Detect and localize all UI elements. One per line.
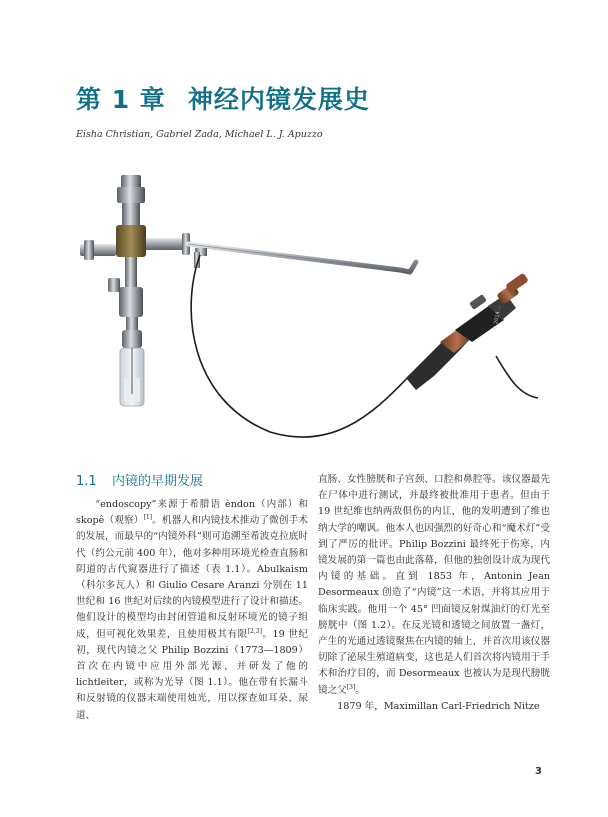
paragraph-text: 。机器人和内镜技术推动了微创手术的发展，而最早的“内镜外科”则可追溯至希波克拉底时代（约公元前 400 年），他对多种用环境光检查直肠和阴道的古代窥器进行了描述（表 1.1）。Abulkaism（科尔多瓦人）和 Giulio Cesare Aranzi 分别在 11 世纪和 16 世纪对后续的内镜模型进行了设计和描述。他们设计的模型均由封闭管道和反射环境光的镜子组成，但可视化效果差，且使用极其有限 <box>76 515 308 640</box>
paragraph-text: 直肠、女性膀胱和子宫颈、口腔和鼻腔等。该仪器最先在尸体中进行测试，并最终被批准用于患者。但由于 19 世纪维也纳两敌俱伤的内讧，他的发明遭到了维也纳大学的嘲讽。他本人也因强烈的好奇心和“魔术灯”受到了严厉的批评。Philip Bozzini 最终死于伤寒，内镜发展的第一篇也由此落幕，但他的独创设计成为现代内镜的基础。直到 1853 年，Antonin Jean Desormeaux 创造了“内镜”这一术语，并将其应用于临床实践。他用一个 45° 凹面镜反射煤油灯的灯光至膀胱中（图 1.2）。在反光镜和透镜之间放置一盏灯，产生的光通过透镜聚焦在内镜的轴上，并首次用该仪器切除了泌尿生殖道病变，这也是人们首次将内镜用于手术和治疗目的，而 Desormeaux 也被认为是现代膀胱镜之父 <box>318 474 550 696</box>
right-column <box>318 472 550 715</box>
citation: [3] <box>346 683 356 691</box>
section-title: 内镜的早期发展 <box>112 474 204 489</box>
rigid-endoscope <box>80 175 416 406</box>
body-paragraph <box>318 472 550 699</box>
citation: [1] <box>143 514 152 522</box>
chapter-number: 第 1 章 <box>76 85 166 114</box>
body-paragraph: 1879 年，Maximillan Carl-Friedrich Nitze <box>337 700 540 712</box>
paragraph-text: “endoscopy”来源于希腊语 èndon（内部）和 skopê（观察） <box>76 499 308 527</box>
figure-watermark: © 2014 ... <box>492 304 503 332</box>
section-number: 1.1 <box>76 474 97 489</box>
paragraph-text: 。 <box>355 684 365 696</box>
page-number: 3 <box>535 766 542 777</box>
section-heading <box>76 470 203 489</box>
author-line: Eisha Christian, Gabriel Zada, Michael L. J. Apuzzo <box>76 129 323 140</box>
citation: [2,3] <box>247 627 262 635</box>
chapter-name: 神经内镜发展史 <box>187 85 370 114</box>
chapter-title <box>76 80 370 116</box>
left-column <box>76 497 308 724</box>
paragraph-text: 。19 世纪初，现代内镜之父 Philip Bozzini（1773—1809）首次在内镜中应用外部光源，并研发了他的 lichtleiter，或称为光导（图 1.1）。他在带有长漏斗和反射镜的仪器末端使用烛光，用以探查如耳朵、尿道、 <box>76 628 308 721</box>
body-paragraph <box>76 497 308 724</box>
endoscope-figure <box>70 170 540 440</box>
flexible-cable <box>191 255 410 437</box>
flexible-endoscope <box>406 273 529 390</box>
